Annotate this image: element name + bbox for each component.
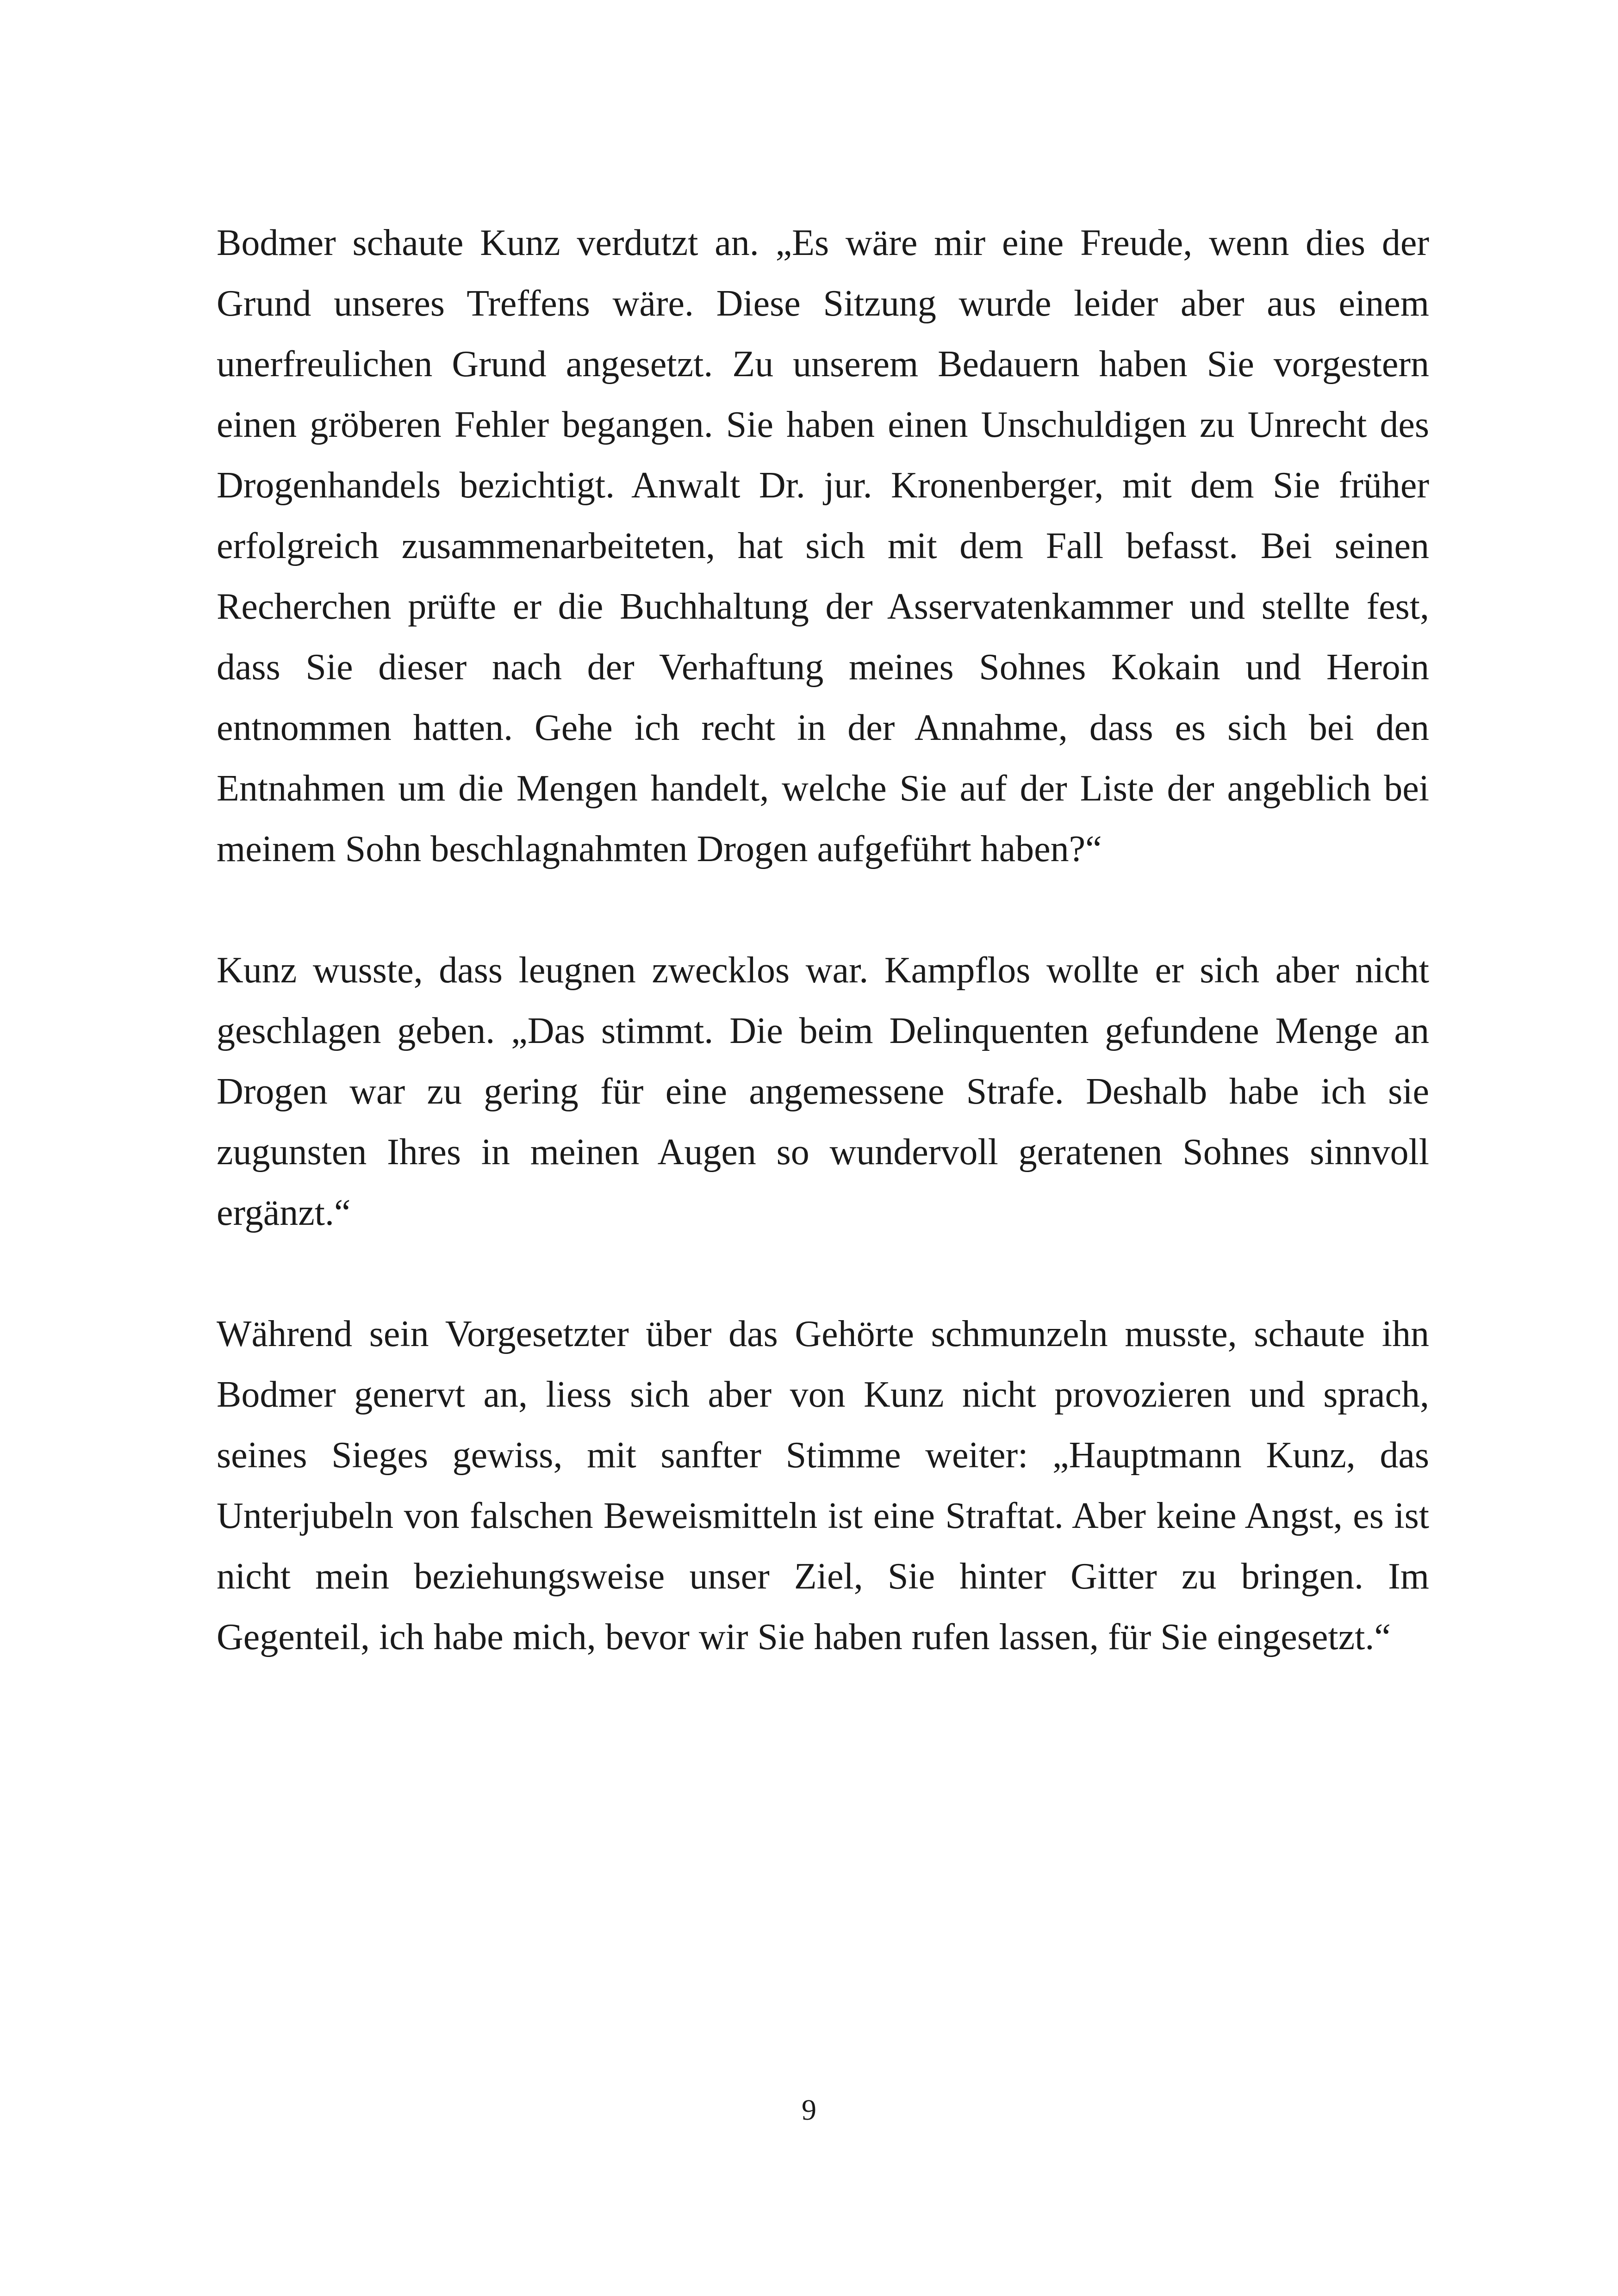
paragraph-2: Kunz wusste, dass leugnen zwecklos war. Kampflos wollte er sich aber nicht geschlagen geben. „Das stimmt. Die beim Delinquenten gefundene Menge an Drogen war zu gering für eine angemessene Strafe. Deshalb habe ich sie zugunsten Ihres in meinen Augen so wundervoll geratenen Sohnes sinnvoll ergänzt.“ <box>217 950 1429 1233</box>
page-number: 9 <box>802 2093 816 2126</box>
paragraph-3: Während sein Vorgesetzter über das Gehörte schmunzeln musste, schaute ihn Bodmer genervt an, liess sich aber von Kunz nicht provozieren und sprach, seines Sieges gewiss, mit sanfter Stimme weiter: „Hauptmann Kunz, das Unterjubeln von falschen Beweismitteln ist eine Straftat. Aber keine Angst, es ist nicht mein beziehungsweise unser Ziel, Sie hinter Gitter zu bringen. Im Gegenteil, ich habe mich, bevor wir Sie haben rufen lassen, für Sie eingesetzt.“ <box>217 1314 1429 1657</box>
paragraph-1: Bodmer schaute Kunz verdutzt an. „Es wäre mir eine Freude, wenn dies der Grund unseres Treffens wäre. Diese Sitzung wurde leider aber aus einem unerfreulichen Grund angesetzt. Zu unserem Bedauern haben Sie vorgestern einen gröberen Fehler begangen. Sie haben einen Unschuldigen zu Unrecht des Drogenhandels bezichtigt. Anwalt Dr. jur. Kronenberger, mit dem Sie früher erfolgreich zusammenarbeiteten, hat sich mit dem Fall befasst. Bei seinen Recherchen prüfte er die Buchhaltung der Asservatenkammer und stellte fest, dass Sie dieser nach der Verhaftung meines Sohnes Kokain und Heroin entnommen hatten. Gehe ich recht in der Annahme, dass es sich bei den Entnahmen um die Mengen handelt, welche Sie auf der Liste der angeblich bei meinem Sohn beschlagnahmten Drogen aufgeführt haben?“ <box>217 223 1429 869</box>
body-text <box>217 213 1429 1668</box>
